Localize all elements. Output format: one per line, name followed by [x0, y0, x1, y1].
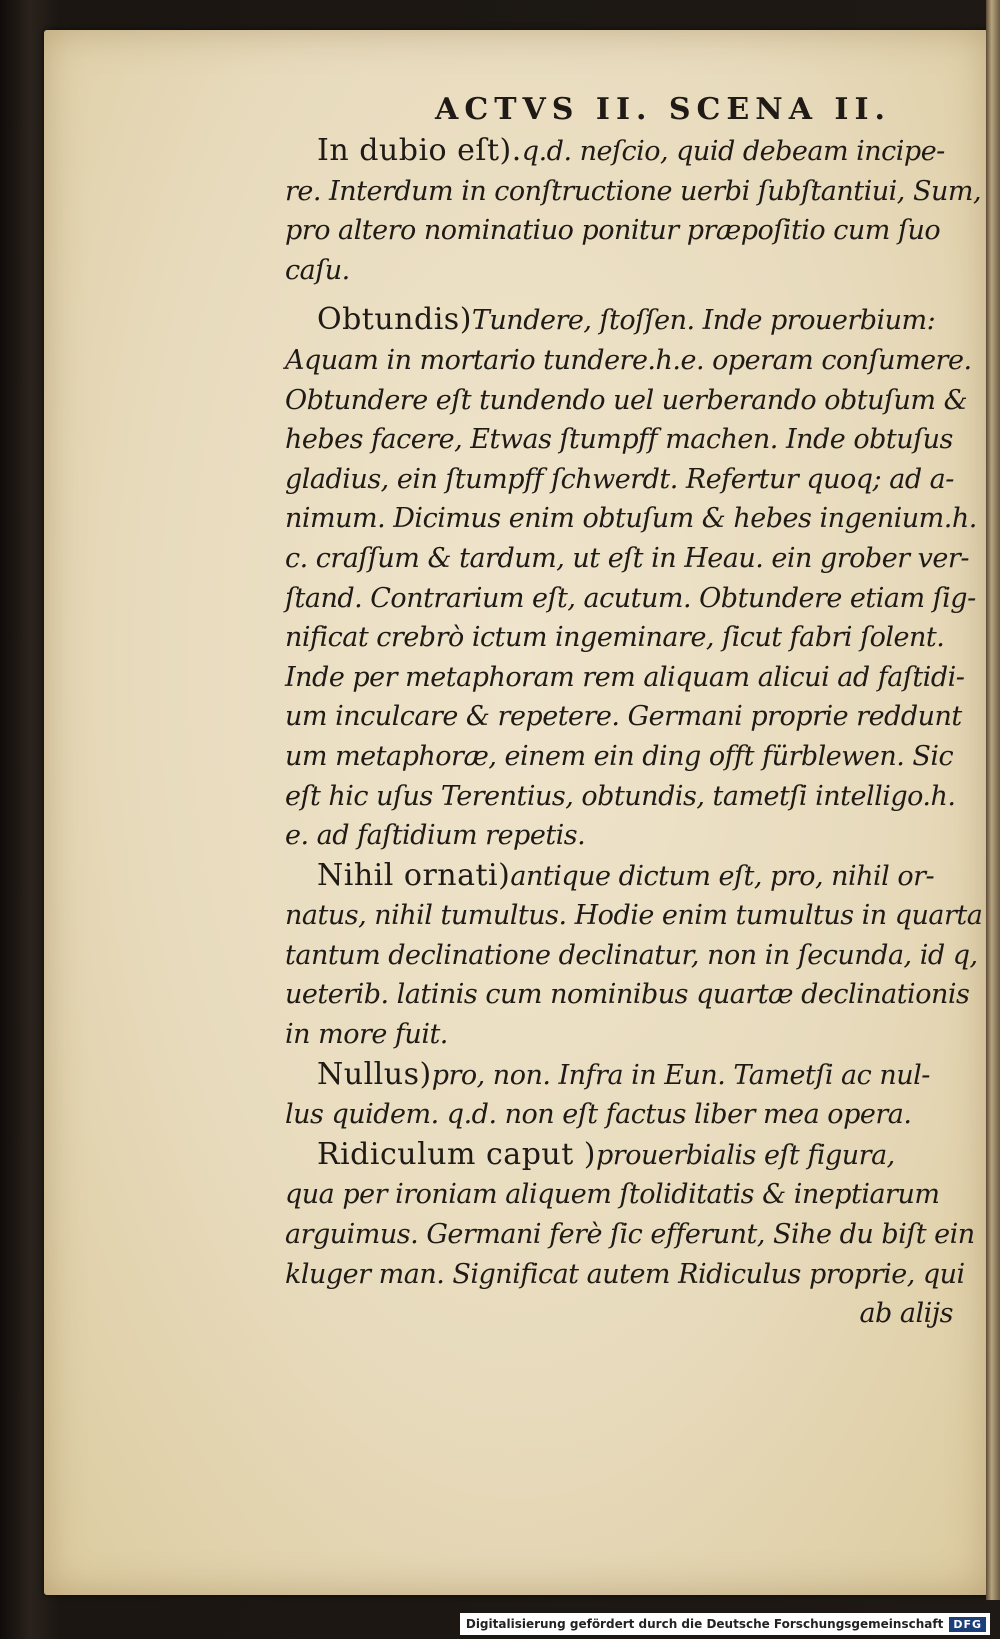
running-head: ACTVS II. SCENA II. — [435, 92, 891, 127]
line-text: nimum. Dicimus enim obtuſum & hebes ingenium.h. — [285, 503, 977, 535]
line-text: antique dictum eſt, pro, nihil or- — [510, 860, 935, 892]
line-text: Tundere, ſtoſſen. Inde prouerbium: — [471, 305, 936, 337]
text-line — [285, 1095, 953, 1135]
text-line — [285, 697, 962, 737]
line-text: lus quidem. q.d. non eſt factus liber mea opera. — [285, 1099, 912, 1131]
text-line — [285, 896, 983, 936]
line-text: qua per ironiam aliquem ſtoliditatis & ineptiarum — [285, 1179, 940, 1211]
text-line — [285, 1294, 953, 1334]
line-text: pro, non. Infra in Eun. Tametſi ac nul- — [431, 1059, 930, 1091]
line-text: ab alijs — [859, 1298, 953, 1330]
text-line — [285, 1215, 975, 1255]
lemma: In dubio eſt). — [317, 133, 522, 168]
text-line — [285, 936, 978, 976]
line-text: natus, nihil tumultus. Hodie enim tumultus in quarta — [285, 900, 983, 932]
text-line — [285, 618, 953, 658]
body-text — [285, 131, 983, 1334]
footer-text: Digitalisierung gefördert durch die Deutsche Forschungsgemeinschaft — [465, 1617, 944, 1631]
line-text: e. ad faſtidium repetis. — [285, 820, 586, 852]
line-text: um metaphoræ, einem ein ding offt fürblewen. Sic — [285, 740, 954, 772]
line-text: um inculcare & repetere. Germani proprie reddunt — [285, 701, 962, 733]
text-line — [285, 499, 977, 539]
line-text: ueterib. latinis cum nominibus quartæ declinationis — [285, 979, 970, 1011]
text-block — [285, 92, 983, 1334]
lemma: Nullus) — [317, 1056, 432, 1092]
line-text: pro altero nominatiuo ponitur præpoſitio cum ſuo — [285, 215, 941, 247]
lemma: Obtundis) — [317, 302, 472, 338]
text-line — [285, 1175, 953, 1215]
text-line — [285, 1055, 953, 1096]
text-line — [285, 251, 953, 291]
text-line — [285, 737, 953, 777]
line-text: in more fuit. — [285, 1019, 448, 1051]
line-text: tantum declinatione declinatur, non in ſecunda, id q, — [285, 939, 978, 971]
text-line — [285, 539, 969, 579]
line-text: re. Interdum in conſtructione uerbi ſubſtantiui, Sum, — [285, 175, 982, 207]
text-line — [285, 381, 968, 421]
line-text: nificat crebrò ictum ingeminare, ſicut fabri ſolent. — [285, 622, 945, 654]
text-line — [285, 1135, 953, 1176]
text-line — [285, 579, 976, 619]
text-line — [285, 856, 953, 897]
text-line — [285, 975, 970, 1015]
line-text: gladius, ein ſtumpff ſchwerdt. Refertur quoq; ad a- — [285, 463, 954, 495]
line-text: ſtand. Contrarium eſt, acutum. Obtundere etiam ſig- — [285, 582, 976, 614]
line-text: hebes facere, Etwas ſtumpff machen. Inde obtuſus — [285, 424, 953, 456]
line-text: eſt hic uſus Terentius, obtundis, tametſi intelligo.h. — [285, 780, 956, 812]
text-line — [285, 1255, 965, 1295]
line-text: kluger man. Significat autem Ridiculus proprie, qui — [285, 1258, 965, 1290]
lemma: Nihil ornati) — [317, 857, 511, 893]
text-line — [285, 300, 953, 341]
text-line — [285, 777, 956, 817]
footer-credit — [460, 1613, 990, 1635]
text-line — [285, 131, 953, 172]
page-edge — [986, 0, 1000, 1600]
text-line — [285, 341, 972, 381]
text-line — [285, 816, 953, 856]
line-text: arguimus. Germani ferè ſic efferunt, Sihe du biſt ein — [285, 1219, 975, 1251]
line-text: Aquam in mortario tundere.h.e. operam conſumere. — [285, 344, 972, 376]
line-text: prouerbialis eſt figura, — [596, 1139, 895, 1171]
paragraph-gap — [285, 290, 953, 300]
text-line — [285, 658, 965, 698]
dfg-logo: DFG — [949, 1617, 986, 1632]
line-text: q.d. neſcio, quid debeam incipe- — [521, 136, 945, 167]
line-text: c. craſſum & tardum, ut eſt in Heau. ein grober ver- — [285, 542, 969, 574]
lemma: Ridiculum caput ) — [317, 1136, 597, 1172]
text-line — [285, 1015, 953, 1055]
line-text: caſu. — [285, 254, 350, 286]
text-line — [285, 172, 982, 212]
text-line — [285, 460, 953, 500]
line-text: Inde per metaphoram rem aliquam alicui ad faſtidi- — [285, 661, 965, 693]
text-line — [285, 420, 953, 460]
line-text: Obtundere eſt tundendo uel uerberando obtuſum & — [285, 384, 968, 416]
text-line — [285, 211, 953, 251]
